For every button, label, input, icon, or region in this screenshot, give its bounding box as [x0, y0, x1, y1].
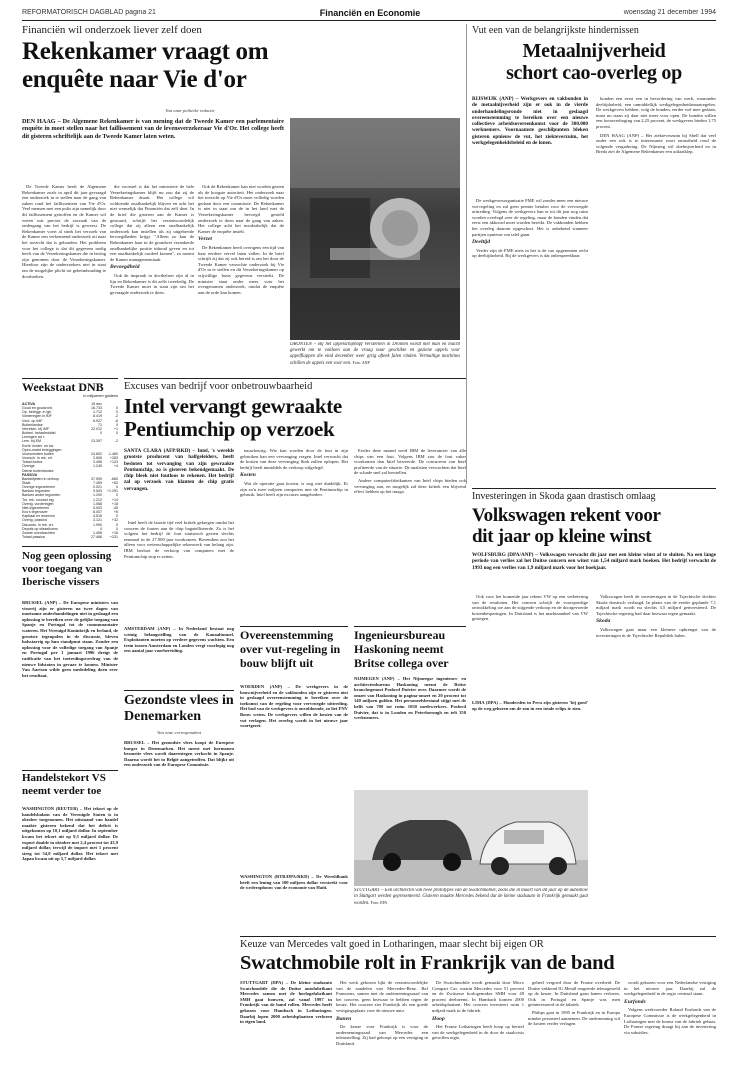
haskoning-headline: Ingenieursbureau Haskoning neemt Britse collega over — [354, 628, 449, 670]
weekstaat-row-change: +123 — [109, 460, 118, 465]
weekstaat-row-change: 0 — [116, 493, 118, 498]
main-headline-line1: Rekenkamer vraagt om — [22, 38, 269, 65]
weekstaat-row-value: 0.021 — [93, 485, 102, 490]
swatch-col4-text-b: Philips gaat in 1995 in Frankrijk en in Europa minder personeel aannemen. De onderneming wil de kosten verder verlagen. — [528, 1009, 620, 1027]
iberisch-rule — [22, 546, 118, 547]
weekstaat-row-label: Voorschotten buiten — [22, 451, 54, 456]
intel-headline-line1: Intel vervangt gewraakte — [124, 395, 342, 418]
swatch-col3-text: De Swatchmobile wordt gemaakt door Micro Compact Car, waarin Mercedes voor 51 procent en de Zwitserse horlogemaker SMH voor 49 procent deelneemt. In Hambach komen 2000 arbeidsplaatsen. Het concern investeert ruim 1 miljard mark in de fabriek. — [432, 980, 524, 1013]
weekstaat-row-value: 1.068 — [93, 501, 102, 506]
header-rule — [22, 20, 716, 21]
weekstaat-row-change: +1.291 — [106, 489, 118, 494]
denemarken-headline: Gezondste vlees in Denemarken — [124, 693, 234, 724]
denemarken-rule — [124, 690, 234, 691]
swatch-col-4 — [528, 980, 620, 1064]
weekstaat-row-label: Kapitaal en reserves — [22, 514, 55, 519]
intel-col1-text: Intel heeft de laatste tijd veel kritiek gekregen omdat het concern de fouten aan de chip bagatelliseerde. Zo is het volgens het bedrijf de fout statistisch gezien slechts eenmaal in de 27.000 jaar voorkomen. Bovendien zou het alleen voor wetenschappelijke rekenwerk van belang zijn. IBM besloot de verkoop van computers met de Pentiumchip stop te zetten. — [124, 520, 234, 559]
intel-col-3 — [354, 448, 466, 620]
main-col1-text: De Tweede Kamer heeft de Algemene Rekenkamer zoals in april dit jaar gevraagd een onderzoek in te stellen naar de gang van zaken rond het faillissement van Vie d'Or. Veel mensen met een polis zijn namelijk door dit faillissement getroffen en de Kamer wil weten wat precies de oorzaak van de ondergang van het bedrijf is geweest. De Rekenkamer voert al sinds het verzoek van de Kamer een verkennend onderzoek uit naar het toezicht dat is gehouden. Het probleem voor het college is dat dit gegevens nodig heeft van de Verzekeringskamer die in beslag zijn genomen door de Verzekeringskamer. Hierdoor zijn de onderzoekers niet in staat om de mogelijke plicht tot geheimhouding te doorbreken. — [22, 184, 106, 279]
weekstaat-table — [22, 402, 118, 542]
overeen-text: WOERDEN (ANP) – De werkgevers in de bouwnijverheid en de vakbonden zijn er gisteren niet in geslaagd overeenstemming te bereiken over de toekomst van de regeling voor vervroegde uittreding. Het bod van de werkgevers is onvoldoende, zo liet FNV Bouw weten. De werkgevers willen de kosten van de vut verlagen. Het overleg wordt in het nieuwe jaar voortgezet. — [240, 684, 348, 729]
swatch-col-3 — [432, 980, 524, 1064]
swatch-col1-text: STUTTGART (DPA) – De kleine stadsauto Swatchmobile die de Duitse autofabrikant Mercedes samen met de horlogefabrikant SMH gaat bouwen, zal vanaf 1997 in Frankrijk van de band rollen. Mercedes heeft gekozen voor Hambach in Lotharingen. Daarbij lopen 2000 arbeidsplaatsen verloren in eigen land. — [240, 980, 332, 1025]
metaal-col1-text-b: Verder zijn de FME niets in het is de cao opgenomen recht op deeltijdarbeid. Bij de werkgevers is dat onbespreekbaar. — [472, 247, 588, 259]
main-kicker: Financiën wil onderzoek liever zelf doen — [22, 24, 202, 36]
main-byline: Van onze politieke redactie — [165, 108, 215, 113]
main-col-2 — [110, 184, 194, 374]
apple-factory-photo — [290, 118, 460, 340]
washington-text: WASHINGTON (RTR/DPA/RKD) – De Wereldbank heeft een lening van 100 miljoen dollar verstrekt voor de wederopbouw van de economie van Haïti. — [240, 874, 348, 891]
weekstaat-row-change: -45 — [112, 505, 118, 510]
weekstaat-row-value: 7.459 — [93, 480, 102, 485]
intel-rule — [124, 378, 466, 379]
weekstaat-row-value: 13.397 — [91, 439, 102, 444]
overeen-col — [240, 684, 348, 870]
weekstaat-row-label: Zwarte overdrachten — [22, 530, 55, 535]
main-col-1 — [22, 184, 106, 374]
handel-headline: Handelstekort VS neemt verder toe — [22, 772, 106, 797]
weekstaat-row-value: 1.200 — [93, 493, 102, 498]
weekstaat-row-value: 1.990 — [93, 522, 102, 527]
metaal-col2-text-b: DEN HAAG (ANP) – Het ziekteverzuim bij Shell dat veel onder een ook is te interessante soort onrustheid rond de volgende vergadering. De Nijmeeg wil doelnijverheid en in Breda ziet de Algemene Rekenkamer een uitlaatklep. — [596, 132, 716, 155]
swatch-col-5 — [624, 980, 716, 1064]
haskoning-text: NIJMEGEN (ANP) – Het Nijmeegse ingenieurs- en architectenbureau Haskoning neemt de Britse branchegenoot Posford Duivier over. Daarmee wordt de omzet van Haskoning in pagina-omzet en 20 procent tot 140 miljoen gulden. Het personeelsbestand stijgt met de helft van 700 tot ruim 1050 medewerkers. Posford Duivier, dat is in Londen en Peterborough en telt 350 werknemers. — [354, 676, 466, 721]
weekstaat-row-change: 0 — [116, 410, 118, 415]
weekstaat-row-label: Totaal Activa — [22, 460, 43, 465]
swatchmobile-photo-credit: Foto: EPA — [370, 899, 388, 905]
weekstaat-row-label: Overig. vorderingen — [22, 501, 54, 506]
handel-rule — [22, 770, 118, 771]
overeen-rule — [240, 626, 348, 627]
swatch-headline: Swatchmobile rolt in Frankrijk van de band — [240, 952, 615, 974]
weekstaat-row-value: 2.606 — [93, 456, 102, 461]
weekstaat-row-label: Buitenl. betaalmiddel. — [22, 431, 57, 436]
swatch-col3-subhead: Hoop — [432, 1015, 445, 1022]
metaal-lead: RIJSWIJK (ANP) – Werkgevers en vakbonden in de metaalnijverheid zijn er ook in de vierde onderhandelingsronde niet in geslaagd overeenstemming te bereiken over een nieuwe collectieve arbeidsovereenkomst voor de 300.000 werknemers. Voornaamste geschilpunten bleken gisteren opnieuw de vut, het ziekteverzuim, het werkgelegenheidsbeleid en de lonen. — [472, 96, 588, 147]
metaal-col1-subhead: Deeltijd — [472, 239, 491, 246]
weekstaat-row-value: 24.602 — [91, 451, 102, 456]
main-col3-text-b: De Rekenkamer heeft overigens een tijd van haar eerdere vervel laten vallen. In de brief schrijft zij dat zij ook bereid is om het door de Tweede Kamer verzochte onderzoek bij Vie d'Or in te stellen en dit Verzekeringskamer op vrijwillige basis gegevens verstrekt. De minister staat onder meer voor het overgenomen onderzoek, omdat de enquête aan de orde kan komen. — [198, 244, 284, 295]
main-col-3 — [198, 184, 284, 374]
column-divider — [466, 24, 467, 484]
weekstaat-row-value: 1.456 — [93, 530, 102, 535]
overeen-headline: Overeenstemming over vut-regeling in bouw blijft uit — [240, 628, 341, 670]
section-title: Financiën en Economie — [319, 8, 421, 18]
weekstaat-row-label: Lem. bij EM — [22, 439, 41, 444]
intel-col2-text: nauwkeurig. Wie kan worden door de fout in zijn gebruiken kan een vervanging vragen. Intel verwacht dat de kosten van deze vervanging flink zullen oplopen. Het bedrijf heeft inmiddels de verkoop stilgelegd. — [240, 448, 348, 470]
swatch-col5-subhead: Eurfonds — [624, 998, 646, 1005]
weekstaat-subtitle: in miljoenen guldens — [83, 394, 118, 398]
apple-photo-caption — [290, 342, 460, 380]
swatch-col5-text: wordt gekozen voor een Nederlandse vestiging in het nieuwe jaar. Daarbij zal de werkgelegenheid in de regio centraal staan. — [624, 980, 716, 997]
weekstaat-row-value: 1.712 — [93, 410, 102, 415]
weekstaat-row-label: Vorderingen in BIF — [22, 414, 52, 419]
intel-col2-subhead: Kosten — [240, 472, 256, 479]
intel-col-1 — [124, 520, 234, 620]
weekstaat-row-label: Voorsch. in rek. crt. — [22, 456, 53, 461]
weekstaat-row-value: 15 dec — [91, 402, 102, 406]
swatch-col3-text-b: Het Franse Lotharingen heeft hoop op herstel van de werkgelegenheid in de door de staalcrisis getroffen regio. — [432, 1024, 524, 1041]
main-lead: DEN HAAG – De Algemene Rekenkamer is van mening dat de Tweede Kamer een parlementaire enquête in moet stellen naar het faillissement van de levensverzekeraar Vie d'Or. Het college heeft dit gisteren schriftelijk aan de Tweede Kamer laten weten. — [22, 118, 284, 140]
swatch-col4-text: geheel vergoed door de Franse overheid. De Duitse vakbond IG Metall reageerde teleurgesteld op de keuze. In Duitsland gaan banen verloren. Ook in Portugal en Spanje was men geïnteresseerd in de fabriek. — [528, 980, 620, 1008]
weekstaat-row-label: Open-markt beleggingen — [22, 447, 62, 452]
intel-kicker: Excuses van bedrijf voor onbetrouwbaarheid — [124, 381, 313, 392]
weekstaat-row-change: +1 — [113, 426, 118, 431]
lima-brief — [472, 700, 588, 740]
swatch-rule — [240, 936, 716, 937]
swatch-col2-text: Het werk gekozen lijkt de verantwoordelijke van de aandelen van Mercedes-Benz. Raf Franssens, samen met de ondernemingsraad van het concern, geen bezwaar te hebben tegen de keuze. Het concern ziet Frankrijk als een goede vestigingsplaats voor de nieuwe auto. — [336, 980, 428, 1013]
skoda-col-1 — [472, 594, 588, 694]
skoda-col-2 — [596, 594, 716, 780]
weekstaat-row-value: 71 — [98, 422, 102, 427]
apple-photo-caption-text: DRONTEN – Bij het appelschiphopf Versterken in Dronten wordt met man en macht gewerkt om te voldoen aan de vraag naar geschikte en geziene appels voor appelflappen die eind december weer grtig afteek falen vinden. Vermaltige machines schillen de appels een voor een. — [290, 342, 460, 366]
apple-factory-illustration — [290, 118, 460, 340]
swatch-col-1 — [240, 980, 332, 1064]
metaal-headline-line2: schort cao-overleg op — [506, 62, 682, 84]
weekstaat-row-change: +6 — [113, 510, 118, 515]
weekstaat-row-label: Op. beleggr. in lgb — [22, 410, 52, 415]
skoda-kicker: Investeringen in Skoda gaan drastisch omlaag — [472, 491, 656, 502]
weekstaat-title: Weekstaat DNB — [22, 380, 104, 394]
skoda-headline-line1: Volkswagen rekent voor — [472, 505, 661, 526]
weekstaat-row-label: Niet-ingezetenen — [22, 505, 50, 510]
weekstaat-row-value: 16.733 — [91, 406, 102, 411]
weekstaat-row-label: Banken tegoeden — [22, 489, 51, 494]
weekstaat-row-label: Vord. op IMF — [22, 418, 43, 423]
intel-col3-text-b: Andere computerfabrikanten van Intel chips bieden ook vervanging aan, en mogelijk zal deze kritiek een blijvend effect hebben op het imago. — [354, 477, 466, 495]
weekstaat-row-label: Buitenlandse — [22, 422, 43, 427]
handel-col — [22, 806, 118, 1016]
weekstaat-row-value: 1.212 — [93, 497, 102, 502]
skoda-col1-text: Ook voor het komende jaar rekent VW op een verbetering van de resultaten. Het concern schrijft de voorspoedige ontwikkeling toe aan de stijgende verkoop en de doorgevoerde kostenbesparingen. In Duitsland is het marktaandeel van VW gestegen. — [472, 594, 588, 622]
skoda-col2-subhead: Skoda — [596, 618, 611, 625]
weekstaat-row-value: 5.003 — [93, 505, 102, 510]
weekstaat-row-change: -6 — [114, 418, 118, 423]
main-col3-subhead: Verzet — [198, 236, 212, 243]
metaal-kicker: Vut een van de belangrijkste hindernissen — [472, 25, 639, 36]
amsterdam-text: AMSTERDAM (ANP) – In Nederland bestaat nog weinig belangstelling van de Kanaaltunnel. Exploitanten moeten op verdere gegevens wachten. Een trein tussen Amsterdam en Londen vergt voorlopig nog een aantal jaar voorbereiding. — [124, 626, 234, 654]
weekstaat-row-change: 0 — [116, 422, 118, 427]
main-col2-subhead: Bevoegdheid — [110, 264, 140, 271]
weekstaat-row-value: 4.516 — [93, 514, 102, 519]
weekstaat-row-change: +63 — [111, 480, 118, 485]
weekstaat-row-change: -1.460 — [107, 451, 118, 456]
weekstaat-row — [22, 535, 118, 539]
denemarken-text: BRUSSEL – Het gezondste vlees koopt de Europese burger in Denemarken. Het meest met hormonen besmette vlees wordt daarentegen verkocht in Spanje. Daarna wordt het in België aangetroffen. Dat blijkt uit een onderzoek van de Europese Commissie. — [124, 740, 234, 768]
weekstaat-row-label: Tot. rek. courant ing. — [22, 497, 55, 502]
weekstaat-row-value: 6.927 — [93, 418, 102, 423]
weekstaat-row-values — [91, 535, 118, 539]
swatch-col2-text-b: De keuze voor Frankrijk is voor de ondernemingsraad van Mercedes een teleurstelling. Zij had gehoopt op een vestiging in Duitsland. — [336, 1024, 428, 1046]
weekstaat-row-label: Depots op wisselkoers — [22, 526, 58, 531]
weekstaat-row-value: 0 — [100, 526, 102, 531]
swatch-kicker: Keuze van Mercedes valt goed in Lotharingen, maar slecht bij eigen OR — [240, 939, 544, 950]
metaal-col-1 — [472, 198, 588, 376]
swatch-col-2 — [336, 980, 428, 1064]
iberisch-col — [22, 600, 118, 760]
weekstaat-row-label: Korte Vorder. en kw — [22, 443, 54, 448]
swatchmobile-photo — [354, 790, 588, 886]
weekstaat-row-change: +18 — [111, 501, 118, 506]
haskoning-rule — [354, 626, 466, 627]
weekstaat-row-value: 1.245 — [93, 464, 102, 469]
weekstaat-row-label: PASSIVA — [22, 472, 38, 477]
weekstaat-row-value: 0 — [100, 431, 102, 436]
weekstaat-row-value: 37.590 — [91, 476, 102, 481]
intel-headline-line2: Pentiumchip op verzoek — [124, 418, 335, 441]
intel-lead: SANTA CLARA (AFP/RKD) – Intel, 's werelds grootste producent van halfgeleiders, heeft besloten tot vervanging van zijn gewraakte Pentiumchip, zo is gisteren bekendgemaakt. De chip bleek niet foutloos te rekenen. Het bedrijf zal op verzoek van klanten de chip gratis vervangen. — [124, 448, 234, 492]
weekstaat-row-label: Bankbiljetten in omloop — [22, 476, 60, 481]
skoda-col2-text-b: Volkswagen gaat maar een kleinere opbrengst van de investeringen in de Tsjechische Republiek halen. — [596, 626, 716, 638]
weekstaat-row-label: Goud en goudvord. — [22, 406, 53, 411]
weekstaat-row-label: Ecu's tegenover — [22, 510, 48, 515]
weekstaat-row-value: 3.456 — [93, 460, 102, 465]
lima-text: LIMA (DPA) – Honderden in Peru zijn gisteren 'bij goed' op de weg geboren om de zon in een totale eclips te zien. — [472, 700, 588, 711]
weekstaat-row-change: 0 — [116, 522, 118, 527]
metaal-col-2 — [596, 96, 716, 376]
skoda-headline-line2: dit jaar op kleine winst — [472, 526, 652, 547]
iberisch-text: BRUSSEL (ANP) – De Europese ministers van visserij zijn er gisteren na twee dagen van moeizame onderhandelingen niet in geslaagd een oplossing te bereiken over de gelijke toegang van Spanje en Portugal tot de communautaire wateren. Het Verenigd Koninkrijk en Ierland, de grootste tegenpolen in de discussie, bleven halsstarrig op hun standpunt staan. Zonder een oplossing voor de volledige toegang van Spanje en Portugal per 1 januari 1996 dreigt de ratificatie van het toetredingsverdrag van de nieuwe lidstaten in gevaar te komen. Minister Van Aartsen wilde geen mededeling doen over het resultaat. — [22, 600, 118, 678]
weekstaat-row-change: +283 — [109, 456, 118, 461]
weekstaat-row-label: Totaal passiva — [22, 535, 45, 539]
weekstaat-row-change: +4 — [113, 464, 118, 469]
skoda-col2-text: Volkswagen heeft de investeringen in de Tsjechische dochter Skoda drastisch verlaagd. In plaats van de eerder geplande 7,1 miljard mark wordt nu slechts 3,5 miljard geïnvesteerd. De Tsjechische regering had daar bezwaar tegen gemaakt. — [596, 594, 716, 616]
weekstaat-row-value: 8.007 — [93, 510, 102, 515]
handel-text: WASHINGTON (REUTER) – Het tekort op de handelsbalans van de Verenigde Staten is in oktober toegenomen. Het uitstaand van handel maakte gisteren bekend dat het deficit is uitgekomen op 10,1 miljard dollar. In september kwam het tekort uit op 9,5 miljard dollar. De export daalde in oktober met 2,4 procent tot 43,9 miljard dollar, terwijl de import met 1 procent steeg tot 54,0 miljard dollar. Het tekort met Japan kwam uit op 5,7 miljard dollar. — [22, 806, 118, 862]
washington-brief — [240, 874, 348, 934]
weekstaat-rule — [22, 378, 118, 379]
main-col2-text-b: Ook de inspraak in docthelsen zijn al in lijn en Rekenkamer is dit zelfs tweeledig. De Tweede Kamer moet in staat zijn om het gevraagde onderzoek te doen. — [110, 272, 194, 295]
metaal-headline-line1: Metaalnijverheid — [522, 40, 666, 62]
page-header-left: REFORMATORISCH DAGBLAD pagina 21 — [22, 9, 156, 16]
weekstaat-row-label: Verreken. bij IMF — [22, 426, 50, 431]
weekstaat-row-label: ACTIVA — [22, 402, 36, 406]
weekstaat-row-change: +231 — [109, 535, 118, 539]
skoda-lead: WOLFSBURG (DPA/ANP) – Volkswagen verwacht dit jaar met een kleine winst af te sluiten. Na een lange periode van verlies zal het Duitse concern een winst van 1,54 miljard mark boeken. Het bedrijf verwacht de 1993 nog een verlies van 1,9 miljard mark voor het boekjaar. — [472, 552, 716, 571]
metaal-col1-text: De werkgeversorganisatie FME wil zonder meer een nieuwe vut-regeling en zal geen premie betalen voor de vervroegde uittreding. Volgens de werkgevers kan er tot dit jaar nog ruim worden overlegd over de regeling, maar de bonden vinden dat eerst een akkoord moet worden bereikt. De vakbonden hebben het overleg daarom opgeschort. Het is onbekend wanneer partijen opnieuw om tafel gaan. — [472, 198, 588, 237]
weekstaat-row-value: 9.543 — [93, 489, 102, 494]
weekstaat-row-change: -2 — [114, 414, 118, 419]
apple-photo-credit: Foto: ANP — [352, 359, 370, 365]
haskoning-col — [354, 676, 466, 786]
weekstaat-row-label: Overige — [22, 464, 35, 469]
iberisch-headline: Nog geen oplossing voor toegang van Iberische vissers — [22, 550, 112, 588]
intel-col3-text: Eerder deze maand werd IBM de leverancier van alle chips van een fout. Volgens IBM zou de fout vaker voorkomen dan Intel beweerde. De concurrent van Intel profiteerde van de situatie. De analisten verwachten dat Intel de schade snel zal herstellen. — [354, 448, 466, 476]
denemarken-col — [124, 740, 234, 1016]
weekstaat-row-change: +16 — [111, 530, 118, 535]
intel-col-2 — [240, 448, 348, 620]
main-col3-text: Ook de Rekenkamer kan niet worden gezien als de hoogste autoriteit. Het onderzoek naar het toezicht op Vie d'Or moet volledig worden gedaan door een commissie. De Rekenkamer is niet in staat om de in het land met de Verzekeringskamer bevoegd gesteld onderzoek te doen naar de gang van zaken. Het college acht het noodzakelijk dat de Kamer de enquête instelt. — [198, 184, 284, 234]
swatchmobile-caption-text: STUTTGART – Een architectin van twee prototypes van de Swatchmobile, zoals die in maart van dit jaar op de autoshow in Stuttgart werden gepresenteerd. Gisteren maakte Mercedes bekend dat de kleine stadsauto in Frankrijk gemaakt gaat worden. — [354, 888, 588, 906]
weekstaat-row-label: Staat — [22, 480, 31, 485]
weekstaat-row-value: 8.419 — [93, 414, 102, 419]
weekstaat-row-change: 0 — [116, 485, 118, 490]
amsterdam-brief — [124, 626, 234, 686]
weekstaat-row-change: -660 — [110, 476, 118, 481]
swatchmobile-illustration — [354, 790, 588, 886]
weekstaat-row-label: Leningen ad r. — [22, 435, 45, 440]
denemarken-byline: Van onze correspondent — [157, 730, 201, 735]
weekstaat-row-change: 0 — [116, 431, 118, 436]
weekstaat-row-change: 0 — [116, 526, 118, 531]
weekstaat-row-change: +32 — [111, 518, 118, 523]
swatch-col2-subhead: Banen — [336, 1015, 352, 1022]
swatch-col5-text-b: Volgens werkvoerder Roland Eurfonds van de Europese Commissie is de werkgelegenheid in Lotharingen met de komst van de fabriek gebaat. De Franse regering draagt bij aan de investering via subsidies. — [624, 1007, 716, 1035]
weekstaat-row-label: Disconto. in rek. crt. — [22, 522, 54, 527]
main-headline-line2: enquête naar Vie d'or — [22, 66, 247, 93]
weekstaat-row-value: 22.012 — [91, 426, 102, 431]
metaal-col2-text: bonden een eerst een in bevordering van werk, waaronder deeltijdarbeid, een onmiddellijk werkgelegenheidsmaatregelen. De werkgevers hebben, volg de bonden, eerder wel mee gedaan, maar nu staan zij daar niet meer voor open. De bonden willen een loonsverhoging van 2,25 procent, de werkgevers bieden 1,75 procent. — [596, 96, 716, 129]
weekstaat-row-label: Overig. passiva — [22, 518, 47, 523]
weekstaat-row-label: Dienst buitenlandse — [22, 468, 54, 473]
skoda-rule — [472, 488, 716, 489]
page-header-right: woensdag 21 december 1994 — [623, 9, 716, 16]
weekstaat-row-change: 0 — [116, 406, 118, 411]
weekstaat-row-change: 0 — [116, 514, 118, 519]
intel-col2-text-b: Wat de operatie gaat kosten, is nog niet duidelijk. Er zijn zo'n twee miljoen computers met de Pentiumchip in gebruik. Intel heeft zijn excuses aangeboden. — [240, 480, 348, 498]
swatchmobile-caption — [354, 888, 588, 914]
weekstaat-row-change: +14 — [111, 497, 118, 502]
weekstaat-row-value: 27.466 — [91, 535, 102, 539]
weekstaat-row-label: Overige ingezetenen — [22, 485, 56, 490]
main-col2-text: die voorstel is dat het ministerie de hele Verzekeringskamer blijft nu zou dat zij de Rekenkamer draait. Het college wil voldoende onafhankelijk blijven en acht het niet wenselijk dat Financiën dat zelf doet. In de brief die gisteren aan de Kamer is gestuurd, schrijft het verantwoordelijk college dat zij alleen een onafhankelijk onderzoek kan instellen als zij uitgebreide bevoegdheden krijgt. "Alleen zo kan de Rekenkamer haar in de grondwet verankerde onafhankelijke positie inhoud geven en tot een onafhankelijk oordeel komen", zo noemt de Kamer managementtaak. — [110, 184, 194, 262]
weekstaat-row-value: 3.121 — [93, 518, 102, 523]
weekstaat-row-change: -2 — [114, 439, 118, 444]
weekstaat-row-label: Banken ander tegoeden — [22, 493, 61, 498]
